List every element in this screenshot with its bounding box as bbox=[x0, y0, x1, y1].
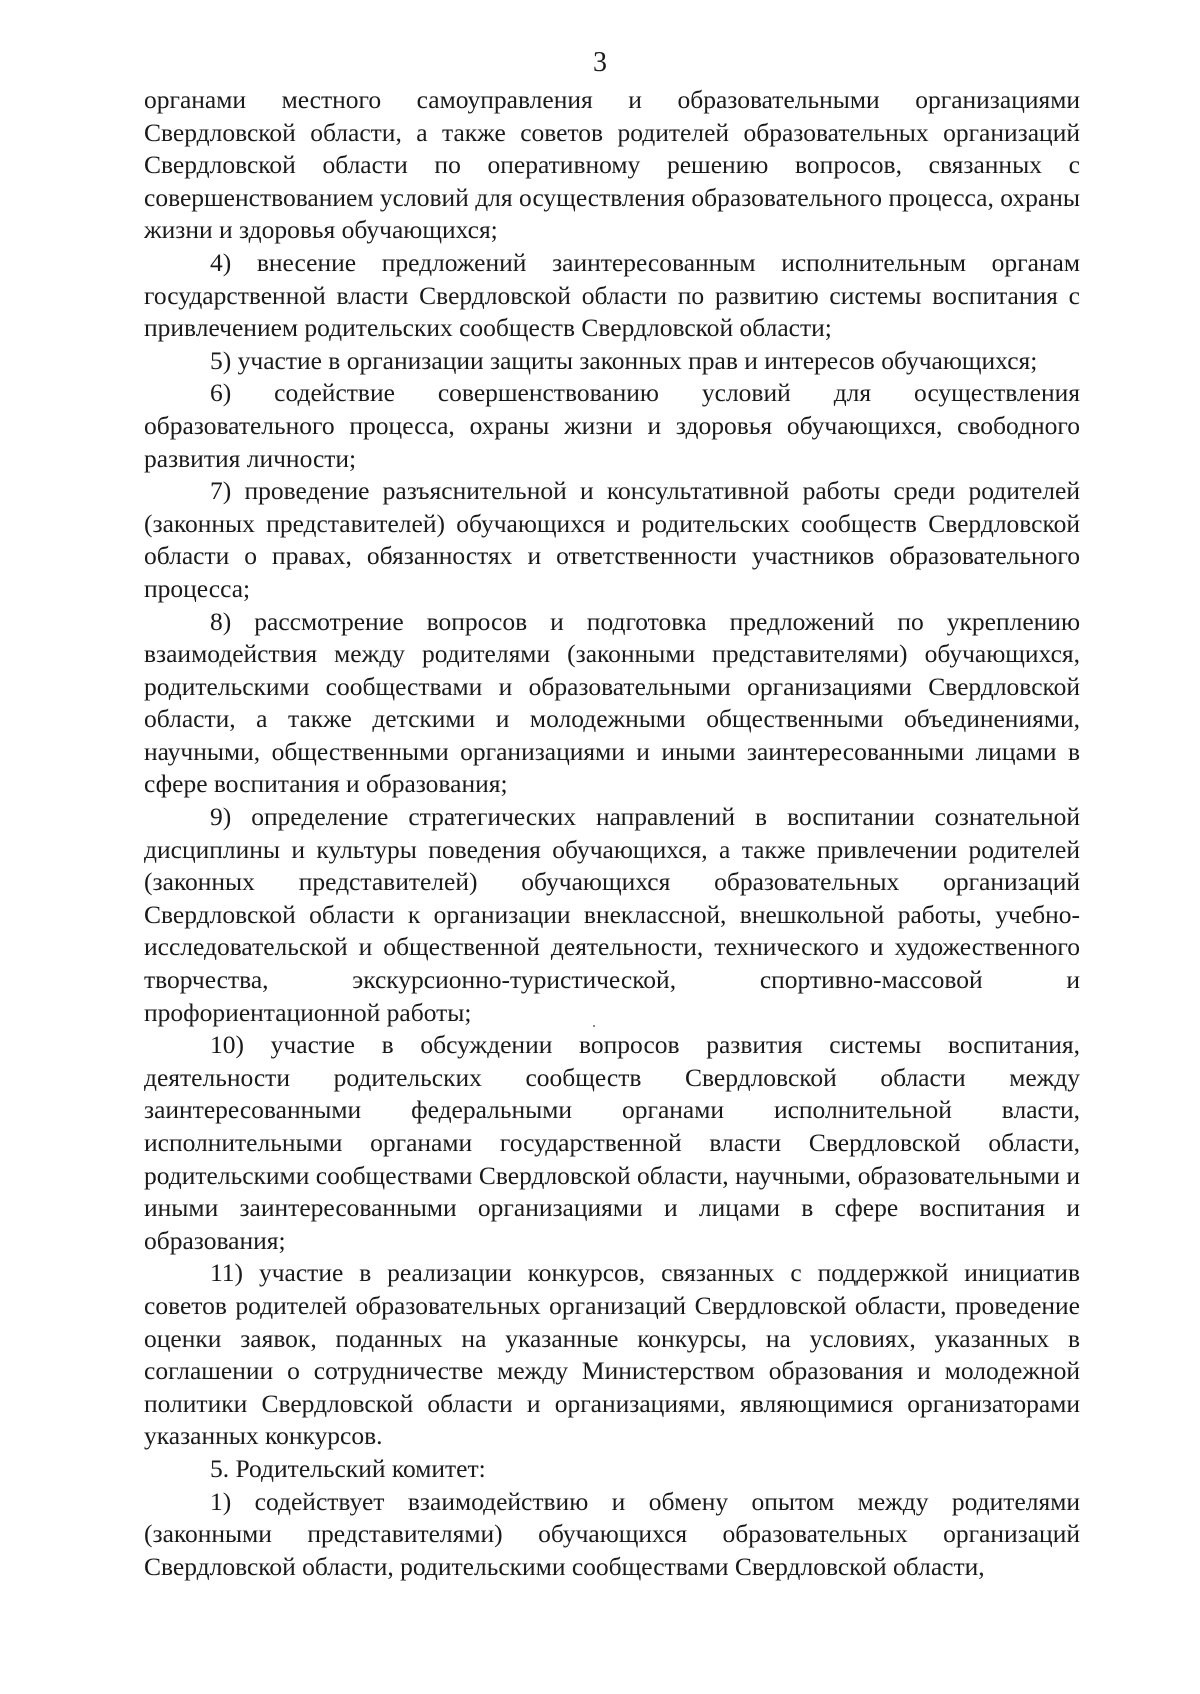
paragraph-item-11: 11) участие в реализации конкурсов, связанных с поддержкой инициатив советов родителей образовательных организаций Свердловской области, проведение оценки заявок, поданных на указанные конкурсы, на условиях, указанных в соглашении о сотрудничестве между Министерством образования и молодежной политики Свердловской области и организациями, являющимися организаторами указанных конкурсов. bbox=[144, 1258, 1080, 1451]
paragraph-item-1: 1) содействует взаимодействию и обмену опытом между родителями (законными представителями) обучающихся образовательных организаций Свердловской области, родительскими сообществами Свердловской области, bbox=[144, 1486, 1080, 1581]
paragraph-item-10: 10) участие в обсуждении вопросов развития системы воспитания, деятельности родительских сообществ Свердловской области между заинтересованными федеральными органами исполнительной власти, исполнительными органами государственной власти Свердловской области, родительскими сообществами Свердловской области, научными, образовательными и иными заинтересованными организациями и лицами в сфере воспитания и образования; bbox=[144, 1030, 1080, 1255]
paragraph-item-9: 9) определение стратегических направлений в воспитании сознательной дисциплины и культуры поведения обучающихся, а также привлечении родителей (законных представителей) обучающихся образовательных организаций Свердловской области к организации внеклассной, внешкольной работы, учебно-исследовательской и общественной деятельности, технического и художественного творчества, экскурсионно-туристической, спортивно-массовой и профориентационной работы; bbox=[144, 802, 1080, 1027]
paragraph-item-5: 5) участие в организации защиты законных прав и интересов обучающихся; bbox=[210, 345, 1038, 375]
section-heading-5: 5. Родительский комитет: bbox=[210, 1453, 486, 1483]
paragraph-continuation: органами местного самоуправления и образовательными организациями Свердловской области, а также советов родителей образовательных организаций Свердловской области по оперативному решению вопросов, связанных с совершенствованием условий для осуществления образовательного процесса, охраны жизни и здоровья обучающихся; bbox=[144, 85, 1080, 245]
page-number: 3 bbox=[593, 47, 607, 78]
paragraph-item-6: 6) содействие совершенствованию условий для осуществления образовательного процесса, охраны жизни и здоровья обучающихся, свободного развития личности; bbox=[144, 378, 1080, 473]
scan-speck bbox=[593, 1025, 595, 1027]
paragraph-item-8: 8) рассмотрение вопросов и подготовка предложений по укреплению взаимодействия между родителями (законными представителями) обучающихся, родительскими сообществами и образовательными организациями Свердловской области, а также детскими и молодежными общественными объединениями, научными, общественными организациями и иными заинтересованными лицами в сфере воспитания и образования; bbox=[144, 606, 1080, 799]
paragraph-item-7: 7) проведение разъяснительной и консультативной работы среди родителей (законных представителей) обучающихся и родительских сообществ Свердловской области о правах, обязанностях и ответственности участников образовательного процесса; bbox=[144, 476, 1080, 603]
paragraph-item-4: 4) внесение предложений заинтересованным исполнительным органам государственной власти Свердловской области по развитию системы воспитания с привлечением родительских сообществ Свердловской области; bbox=[144, 247, 1080, 343]
body-text bbox=[144, 84, 1080, 1583]
